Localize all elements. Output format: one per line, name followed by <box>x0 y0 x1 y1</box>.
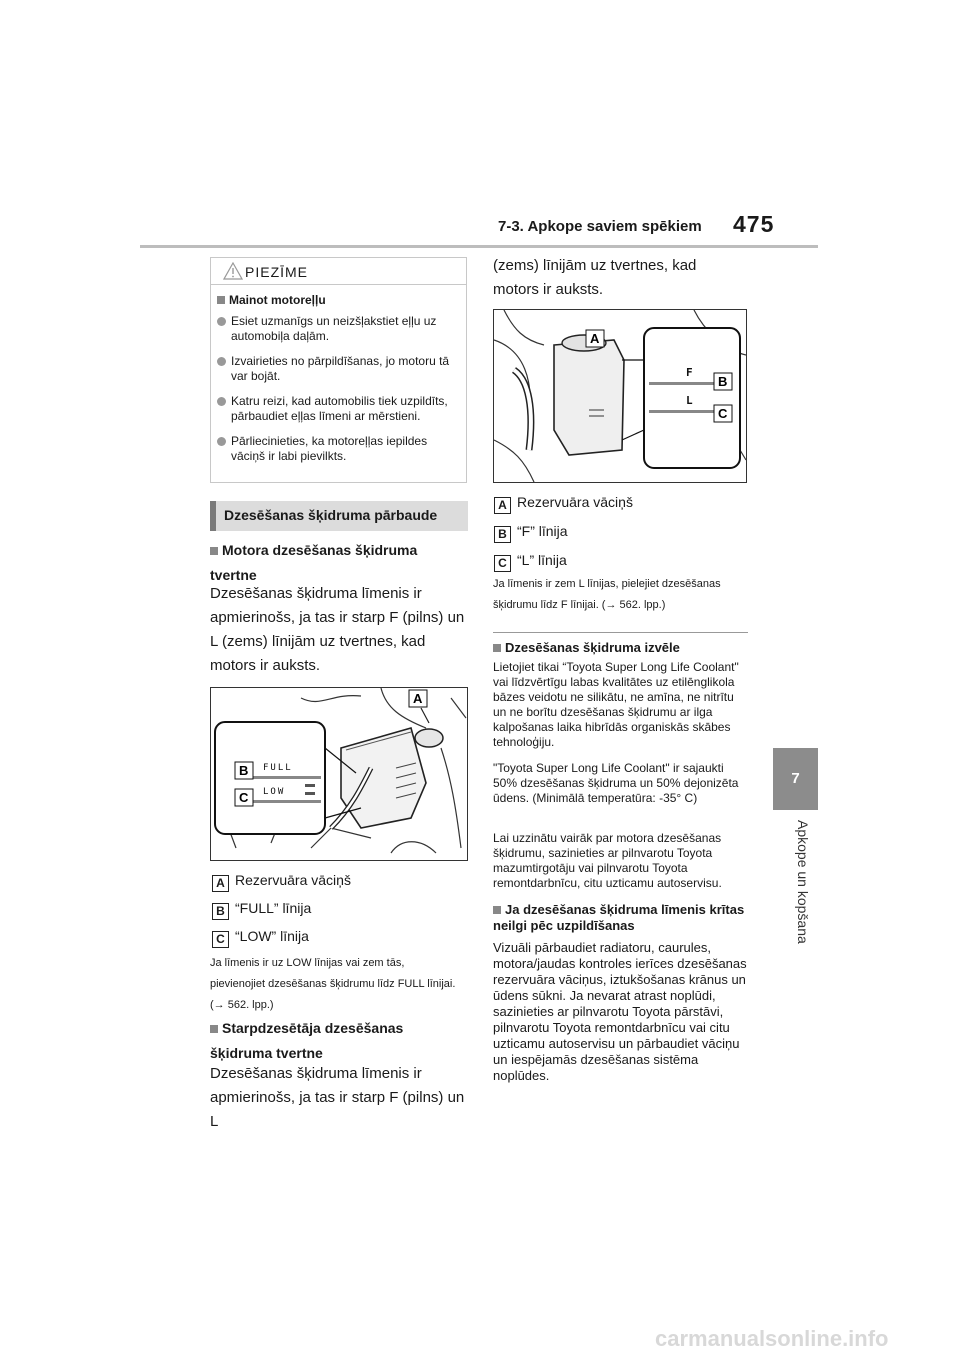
notice-divider <box>211 284 466 285</box>
header-rule <box>140 245 818 248</box>
reservoir-illustration <box>211 688 467 860</box>
callout-b: B <box>239 763 249 778</box>
intercooler-coolant-heading-text: Starpdzesētāja dzesēšanas šķidruma tvertne <box>210 1020 404 1061</box>
engine-coolant-heading-text: Motora dzesēšanas šķidruma tvertne <box>210 542 418 583</box>
low-mark: LOW <box>263 787 286 797</box>
caption-text: “LOW” līnija <box>235 928 309 944</box>
caption-c <box>494 546 567 574</box>
square-bullet-icon <box>493 644 501 652</box>
intercooler-coolant-text-cont: (zems) līnijām uz tvertnes, kad motors ir auksts. <box>493 257 697 298</box>
intercooler-illustration <box>494 310 746 482</box>
callout-b: B <box>718 374 728 389</box>
caption-text: “F” līnija <box>517 523 568 539</box>
notice-subheading <box>217 293 326 307</box>
engine-coolant-note: Ja līmenis ir uz LOW līnijas vai zem tās, pievienojiet dzesēšanas šķidrumu līdz FULL līnijai. (→ 562. lpp.) <box>210 957 456 1011</box>
section-title-bar <box>210 501 468 531</box>
coolant-drop-heading <box>493 902 745 934</box>
caption-b <box>494 517 568 545</box>
callout-a: A <box>590 331 600 346</box>
caption-text: Rezervuāra vāciņš <box>517 494 633 510</box>
caption-c <box>212 922 309 950</box>
notice-item: Pārliecinieties, ka motoreļļas iepildes vāciņš ir labi pievilkts. <box>217 434 461 464</box>
callout-c: C <box>239 790 249 805</box>
square-bullet-icon <box>210 547 218 555</box>
watermark: carmanualsonline.info <box>655 1326 889 1351</box>
coolant-selection-text: Lietojiet tikai “Toyota Super Long Life Coolant" vai līdzvērtīgu labas kvalitātes uz etilēnglikola bāzes veidotu ne silikātu, ne amīna, ne nitrītu un ne borītu dzesēšanas šķidrumu ar ilga kalpošanas laika hibrīdās organiskās skābes tehnoloģiju. <box>493 660 739 749</box>
coolant-info-text: Lai uzzinātu vairāk par motora dzesēšanas šķidrumu, sazinieties ar pilnvarotu Toyota mazumtirgotāju vai pilnvarotu Toyota remontdarbnīcu, citu uzticamu autoservisu. <box>493 831 722 890</box>
caption-a <box>494 488 633 516</box>
section-title: Dzesēšanas šķidruma pārbaude <box>224 507 438 523</box>
notice-item: Katru reizi, kad automobilis tiek uzpildīts, pārbaudiet eļļas līmeni ar mērstieni. <box>217 394 461 424</box>
coolant-drop-text: Vizuāli pārbaudiet radiatoru, caurules, motora/jaudas kontroles ierīces dzesēšanas rezervuāra vāciņus, iztukšošanas krānus un ūdens sūkni. Ja nevarat atrast noplūdi, sazinieties ar pilnvarotu Toyota pārstāvi, pilnvarotu Toyota remontdarbnīcu vai citu uzticamu autoservisu un pārbaudiet vāciņu un iespējamās dzesēšanas sistēma noplūdes. <box>493 940 747 1083</box>
square-bullet-icon <box>493 906 501 914</box>
chapter-tab: 7 <box>773 748 818 810</box>
intercooler-coolant-note: Ja līmenis ir zem L līnijas, pielejiet dzesēšanas šķidrumu līdz F līnijai. (→ 562. lpp.) <box>493 578 721 611</box>
coolant-drop-heading-text: Ja dzesēšanas šķidruma līmenis krītas neilgi pēc uzpildīšanas <box>493 902 745 933</box>
warning-icon <box>223 262 243 280</box>
divider <box>493 632 748 633</box>
caption-letter: C <box>494 555 511 572</box>
caption-letter: C <box>212 931 229 948</box>
square-bullet-icon <box>217 296 225 304</box>
caption-text: “FULL” līnija <box>235 900 312 916</box>
caption-b <box>212 894 311 922</box>
caption-letter: A <box>494 497 511 514</box>
square-bullet-icon <box>210 1025 218 1033</box>
caption-letter: B <box>212 903 229 920</box>
caption-text: Rezervuāra vāciņš <box>235 872 351 888</box>
intercooler-coolant-text: Dzesēšanas šķidruma līmenis ir apmierinošs, ja tas ir starp F (pilns) un L <box>210 1065 465 1130</box>
notice-title: PIEZĪME <box>245 264 309 280</box>
chapter-label: Apkope un kopšana <box>795 820 811 944</box>
full-mark: FULL <box>263 763 293 773</box>
caption-text: “L” līnija <box>517 552 567 568</box>
callout-c: C <box>718 406 728 421</box>
page-number: 475 <box>733 211 775 237</box>
notice-item: Esiet uzmanīgs un neizšļakstiet eļļu uz automobiļa daļām. <box>217 314 461 344</box>
intercooler-coolant-heading <box>210 1016 460 1066</box>
section-header: 7-3. Apkope saviem spēkiem <box>498 218 702 235</box>
l-mark: L <box>686 394 693 407</box>
notice-box <box>210 257 467 483</box>
caption-letter: A <box>212 875 229 892</box>
caption-letter: B <box>494 526 511 543</box>
intercooler-reservoir-figure <box>493 309 747 483</box>
notice-subheading-text: Mainot motoreļļu <box>229 293 326 307</box>
engine-coolant-heading <box>210 538 460 588</box>
notice-list <box>217 314 461 474</box>
coolant-selection-heading-text: Dzesēšanas šķidruma izvēle <box>505 640 680 655</box>
coolant-selection-heading <box>493 640 748 656</box>
f-mark: F <box>686 366 693 379</box>
engine-coolant-reservoir-figure <box>210 687 468 861</box>
callout-a: A <box>413 691 423 706</box>
coolant-mix-text: "Toyota Super Long Life Coolant" ir sajaukti 50% dzesēšanas šķidruma un 50% dejonizēta ūdens. (Minimālā temperatūra: -35° C) <box>493 761 739 805</box>
engine-coolant-text: Dzesēšanas šķidruma līmenis ir apmierinošs, ja tas ir starp F (pilns) un L (zems) līnijām uz tvertnes, kad motors ir auksts. <box>210 585 465 674</box>
caption-a <box>212 866 351 894</box>
notice-item: Izvairieties no pārpildīšanas, jo motoru tā var bojāt. <box>217 354 461 384</box>
